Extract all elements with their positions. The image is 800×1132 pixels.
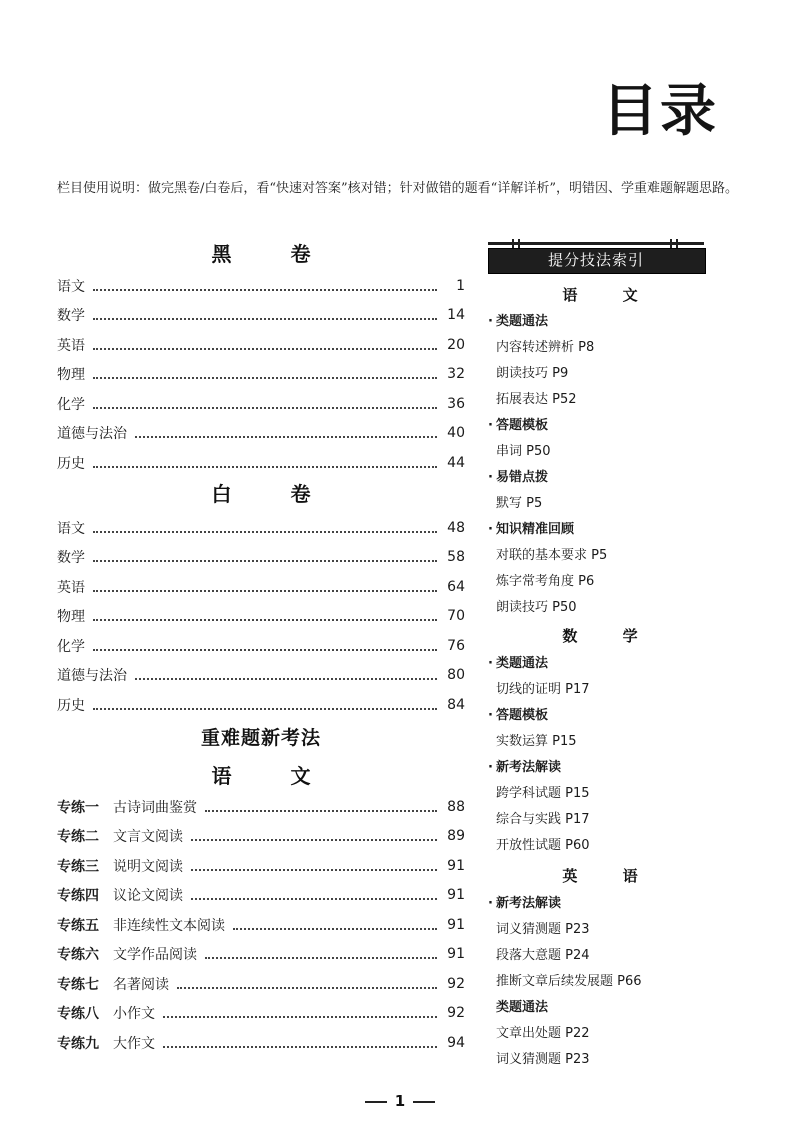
- index-item[interactable]: 朗读技巧 P9: [496, 366, 569, 381]
- hard-problems-subheading: 语 文: [211, 764, 337, 788]
- toc-row[interactable]: 专练六 文学作品阅读 91: [57, 946, 465, 964]
- toc-row[interactable]: 数学 14: [57, 307, 465, 325]
- toc-row[interactable]: 物理 70: [57, 608, 465, 626]
- white-volume-heading: 白 卷: [211, 482, 337, 506]
- black-volume-heading: 黑 卷: [211, 242, 337, 266]
- index-category: · 知识精准回顾: [488, 522, 575, 537]
- index-category: · 答题模板: [488, 708, 549, 723]
- index-banner-title: 提分技法索引: [547, 251, 644, 269]
- toc-row[interactable]: 数学 58: [57, 549, 465, 567]
- black-volume-list: [57, 271, 465, 478]
- toc-row[interactable]: 英语 20: [57, 336, 465, 354]
- usage-instructions: 栏目使用说明：做完黑卷/白卷后，看“快速对答案”核对错；针对做错的题看“详解详析”，明错因、学重难题解题思路。: [57, 181, 738, 196]
- toc-row[interactable]: 物理 32: [57, 366, 465, 384]
- index-subject-chinese: 语 文: [562, 286, 658, 304]
- toc-row[interactable]: 专练九 大作文 94: [57, 1034, 465, 1052]
- index-item[interactable]: 对联的基本要求 P5: [496, 548, 608, 563]
- index-item[interactable]: 词义猜测题 P23: [496, 1052, 590, 1067]
- index-item[interactable]: 朗读技巧 P50: [496, 600, 577, 615]
- toc-row[interactable]: 专练五 非连续性文本阅读 91: [57, 916, 465, 934]
- toc-row[interactable]: 语文 48: [57, 519, 465, 537]
- index-category: · 类题通法: [488, 656, 549, 671]
- toc-row[interactable]: 专练七 名著阅读 92: [57, 975, 465, 993]
- index-item[interactable]: 跨学科试题 P15: [496, 786, 590, 801]
- white-volume-list: [57, 513, 465, 720]
- toc-row[interactable]: 历史 44: [57, 454, 465, 472]
- index-category: · 类题通法: [488, 314, 549, 329]
- index-subject-english: 英 语: [562, 867, 658, 885]
- index-item[interactable]: 炼字常考角度 P6: [496, 574, 595, 589]
- toc-row[interactable]: 专练三 说明文阅读 91: [57, 857, 465, 875]
- toc-row[interactable]: 化学 76: [57, 637, 465, 655]
- index-item[interactable]: 推断文章后续发展题 P66: [496, 974, 642, 989]
- index-item[interactable]: 默写 P5: [496, 496, 543, 511]
- index-category: · 新考法解读: [488, 896, 562, 911]
- index-category: · 答题模板: [488, 418, 549, 433]
- toc-row[interactable]: 专练二 文言文阅读 89: [57, 828, 465, 846]
- index-item[interactable]: 切线的证明 P17: [496, 682, 590, 697]
- index-item[interactable]: 文章出处题 P22: [496, 1026, 590, 1041]
- toc-row[interactable]: 历史 84: [57, 696, 465, 714]
- index-item[interactable]: 词义猜测题 P23: [496, 922, 590, 937]
- index-item[interactable]: 拓展表达 P52: [496, 392, 577, 407]
- index-category: 类题通法: [496, 1000, 549, 1015]
- toc-row[interactable]: 专练四 议论文阅读 91: [57, 887, 465, 905]
- index-banner: [488, 242, 704, 274]
- toc-row[interactable]: 英语 64: [57, 578, 465, 596]
- hard-problems-heading: 重难题新考法: [200, 727, 321, 749]
- index-item[interactable]: 段落大意题 P24: [496, 948, 590, 963]
- index-category: · 新考法解读: [488, 760, 562, 775]
- page-title: 目录: [602, 79, 718, 144]
- index-subject-math: 数 学: [562, 627, 658, 645]
- index-item[interactable]: 实数运算 P15: [496, 734, 577, 749]
- index-item[interactable]: 综合与实践 P17: [496, 812, 590, 827]
- toc-row[interactable]: 语文 1: [57, 277, 465, 295]
- toc-row[interactable]: 化学 36: [57, 395, 465, 413]
- page-number: 1: [0, 1092, 800, 1110]
- index-item[interactable]: 开放性试题 P60: [496, 838, 590, 853]
- toc-row[interactable]: 专练八 小作文 92: [57, 1005, 465, 1023]
- index-item[interactable]: 内容转述辨析 P8: [496, 340, 595, 355]
- index-item[interactable]: 串词 P50: [496, 444, 551, 459]
- index-category: · 易错点拨: [488, 470, 549, 485]
- toc-row[interactable]: 道德与法治 40: [57, 425, 465, 443]
- toc-row[interactable]: 专练一 古诗词曲鉴赏 88: [57, 798, 465, 816]
- toc-row[interactable]: 道德与法治 80: [57, 667, 465, 685]
- hard-problems-list: [57, 792, 465, 1058]
